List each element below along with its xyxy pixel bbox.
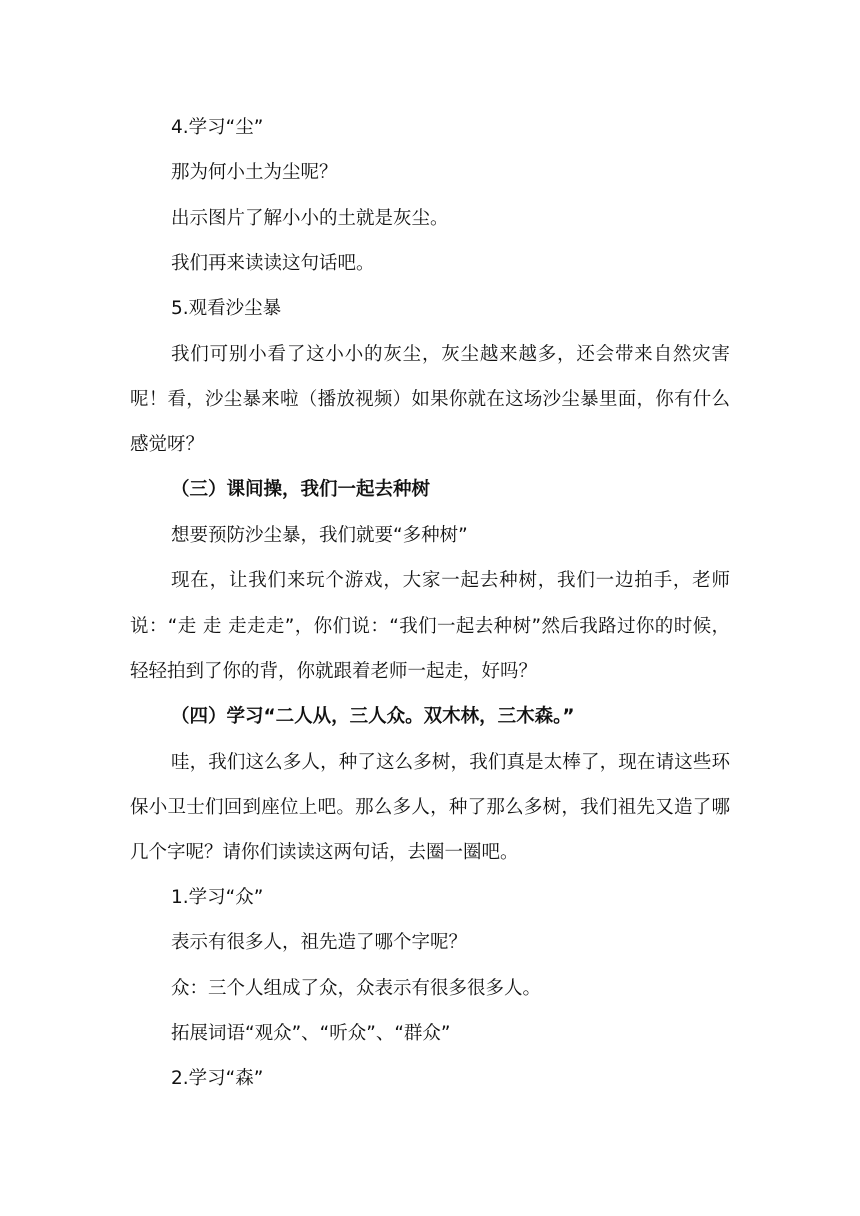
section-heading-chen: 4.学习“尘” (171, 117, 264, 138)
section-heading-part-four: （四）学习“二人从，三人众。双木林，三木森。” (171, 705, 575, 727)
paragraph-read-again: 我们再来读读这句话吧。 (171, 252, 375, 274)
paragraph-many-people: 哇，我们这么多人，种了这么多树，我们真是太棒了，现在请这些环保小卫士们回到座位上吧。那么多人，种了那么多树，我们祖先又造了哪几个字呢？请你们读读这两句话，去圈一圈吧。 (130, 751, 730, 864)
paragraph-question-zhong: 表示有很多人，祖先造了哪个字呢？ (171, 932, 468, 954)
paragraph-show-picture: 出示图片了解小小的土就是灰尘。 (171, 207, 449, 229)
section-heading-part-three: （三）课间操，我们一起去种树 (171, 479, 431, 501)
paragraph-extend-words: 拓展词语“观众”、“听众”、“群众” (171, 1022, 451, 1044)
paragraph-zhong-meaning: 众：三个人组成了众，众表示有很多很多人。 (171, 977, 542, 999)
document-body (130, 113, 730, 1110)
section-heading-zhong: 1.学习“众” (171, 887, 264, 909)
paragraph-plant-trees: 想要预防沙尘暴，我们就要“多种树” (171, 524, 468, 546)
paragraph-sandstorm: 我们可别小看了这小小的灰尘，灰尘越来越多，还会带来自然灾害呢！看，沙尘暴来啦（播放视频）如果你就在这场沙尘暴里面，你有什么感觉呀？ (130, 343, 730, 456)
paragraph-game: 现在，让我们来玩个游戏，大家一起去种树，我们一边拍手，老师说：“走 走 走走走”，你们说：“我们一起去种树”然后我路过你的时候，轻轻拍到了你的背，你就跟着老师一起走，好吗？ (130, 570, 730, 682)
section-heading-sandstorm: 5.观看沙尘暴 (171, 298, 282, 320)
section-heading-sen: 2.学习“森” (171, 1068, 264, 1090)
paragraph-question-chen: 那为何小土为尘呢？ (171, 162, 338, 184)
